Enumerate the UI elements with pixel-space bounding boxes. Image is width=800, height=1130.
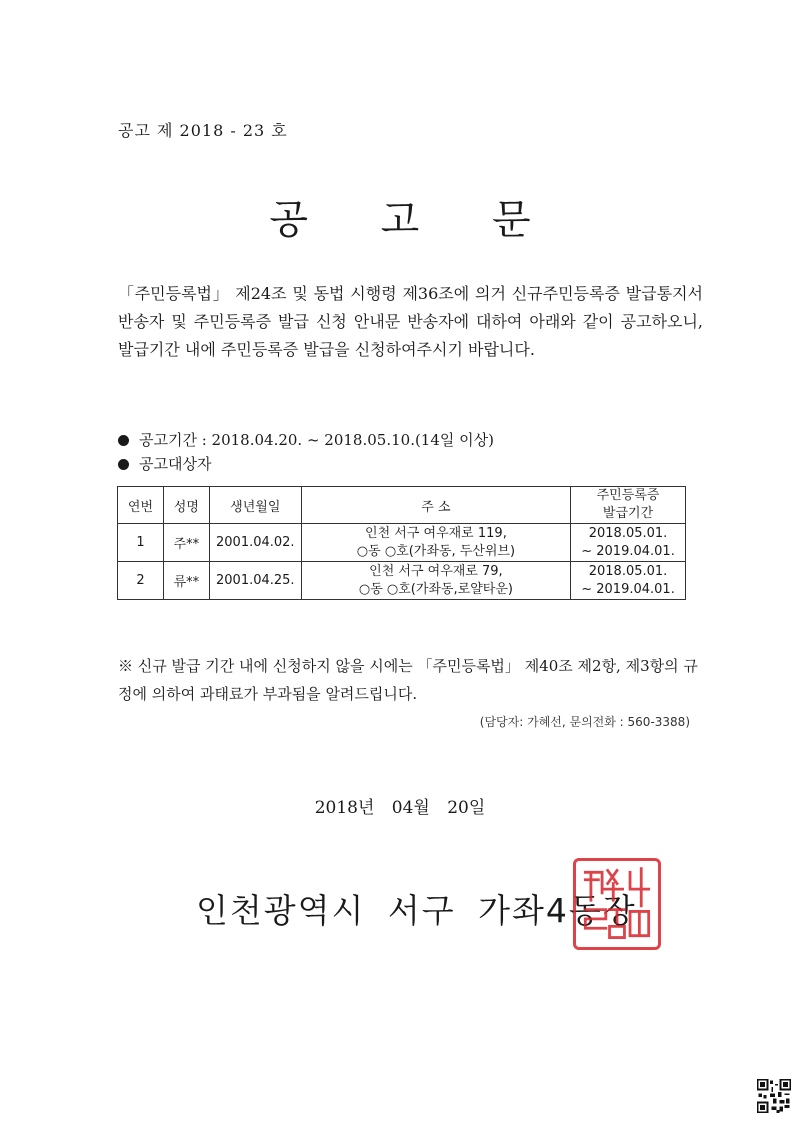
official-seal-icon — [573, 858, 661, 950]
bullet-list — [118, 428, 494, 476]
header-name: 성명 — [163, 487, 209, 524]
issue-date: 2018년 04월 20일 — [314, 798, 486, 818]
period-text: 공고기간 : 2018.04.20. ~ 2018.05.10.(14일 이상) — [139, 431, 494, 449]
bullet-period — [118, 428, 494, 452]
notice-number: 공고 제 2018 - 23 호 — [118, 121, 288, 140]
cell-name: 주** — [163, 524, 209, 562]
address-line2: ○동 ○호(가좌동, 두산위브) — [356, 543, 516, 559]
seal-glyph-icon — [576, 861, 658, 947]
body-paragraph: 「주민등록법」 제24조 및 동법 시행령 제36조에 의거 신규주민등록증 발급통지서 반송자 및 주민등록증 발급 신청 안내문 반송자에 대하여 아래와 같이 공고하오니, 발급기간 내에 주민등록증 발급을 신청하여주시기 바랍니다. — [118, 284, 703, 359]
qr-pattern-icon — [757, 1079, 791, 1113]
cell-period — [571, 562, 686, 600]
period-line1: 2018.05.01. — [588, 525, 668, 541]
table-row — [118, 562, 686, 600]
cell-no: 1 — [118, 524, 164, 562]
address-line2: ○동 ○호(가좌동,로얄타운) — [358, 581, 513, 597]
header-address: 주 소 — [301, 487, 570, 524]
header-period — [571, 487, 686, 524]
period-line2: ~ 2019.04.01. — [581, 581, 675, 597]
address-line1: 인천 서구 여우재로 119, — [365, 525, 507, 541]
cell-address — [301, 524, 570, 562]
qr-code-icon — [757, 1079, 791, 1113]
header-no: 연번 — [118, 487, 164, 524]
bullet-dot-icon — [118, 459, 129, 470]
table-header-row — [118, 487, 686, 524]
cell-address — [301, 562, 570, 600]
period-line1: 2018.05.01. — [588, 563, 668, 579]
period-line2: ~ 2019.04.01. — [581, 543, 675, 559]
issuer-name: 인천광역시 서구 가좌4동장 — [196, 891, 637, 930]
target-table — [117, 486, 686, 600]
cell-name: 류** — [163, 562, 209, 600]
header-period-line1: 주민등록증 — [596, 488, 660, 503]
cell-birth: 2001.04.25. — [209, 562, 301, 600]
header-period-line2: 발급기간 — [602, 506, 654, 521]
table-row — [118, 524, 686, 562]
address-line1: 인천 서구 여우재로 79, — [369, 563, 503, 579]
header-birth: 생년월일 — [209, 487, 301, 524]
targets-label: 공고대상자 — [139, 455, 212, 473]
page-title: 공 고 문 — [269, 197, 561, 243]
bullet-targets — [118, 452, 494, 476]
bullet-dot-icon — [118, 435, 129, 446]
cell-no: 2 — [118, 562, 164, 600]
cell-period — [571, 524, 686, 562]
cell-birth: 2001.04.02. — [209, 524, 301, 562]
contact-info: (담당자: 가혜선, 문의전화 : 560-3388) — [479, 715, 690, 729]
penalty-note: ※ 신규 발급 기간 내에 신청하지 않을 시에는 「주민등록법」 제40조 제2항, 제3항의 규정에 의하여 과태료가 부과됨을 알려드립니다. — [118, 657, 698, 703]
